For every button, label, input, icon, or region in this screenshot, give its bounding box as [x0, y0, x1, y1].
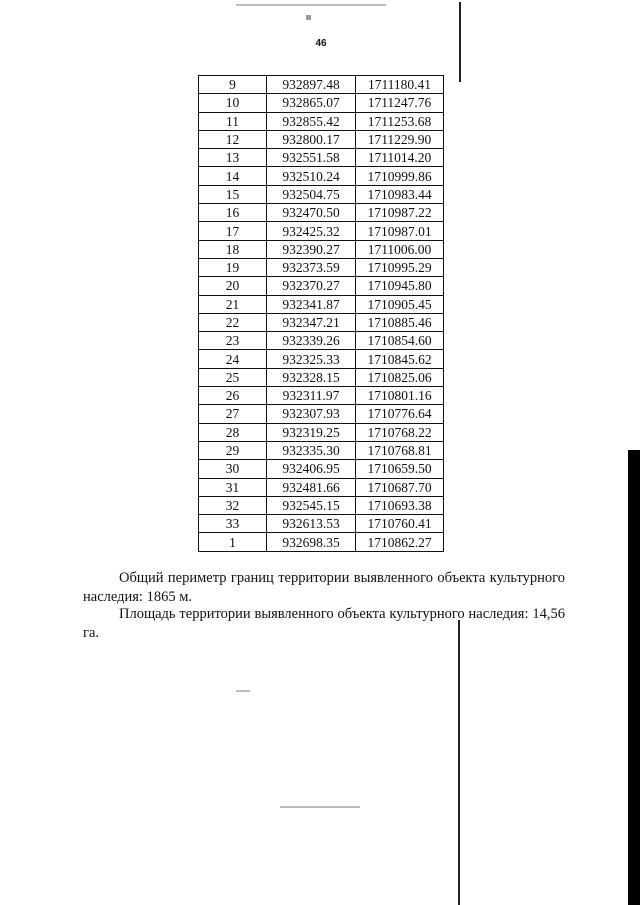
table-row [199, 368, 444, 386]
point-number-cell: 24 [199, 350, 267, 368]
y-coordinate-cell: 1710768.22 [356, 423, 444, 441]
table-row [199, 405, 444, 423]
point-number-cell: 33 [199, 515, 267, 533]
table-row [199, 441, 444, 459]
table-row [199, 515, 444, 533]
table-row [199, 185, 444, 203]
x-coordinate-cell: 932510.24 [267, 167, 356, 185]
y-coordinate-cell: 1711229.90 [356, 130, 444, 148]
x-coordinate-cell: 932897.48 [267, 76, 356, 94]
table-row [199, 460, 444, 478]
scan-dark-edge [628, 450, 640, 905]
y-coordinate-cell: 1710776.64 [356, 405, 444, 423]
table-row [199, 533, 444, 551]
scan-edge-line-top [459, 2, 461, 82]
y-coordinate-cell: 1710845.62 [356, 350, 444, 368]
area-text: Площадь территории выявленного объекта культурного наследия: 14,56 га. [83, 606, 565, 641]
x-coordinate-cell: 932481.66 [267, 478, 356, 496]
perimeter-text: Общий периметр границ территории выявленного объекта культурного наследия: 1865 м. [83, 570, 565, 605]
point-number-cell: 13 [199, 149, 267, 167]
y-coordinate-cell: 1710885.46 [356, 313, 444, 331]
x-coordinate-cell: 932551.58 [267, 149, 356, 167]
x-coordinate-cell: 932347.21 [267, 313, 356, 331]
point-number-cell: 26 [199, 387, 267, 405]
point-number-cell: 29 [199, 441, 267, 459]
x-coordinate-cell: 932373.59 [267, 258, 356, 276]
x-coordinate-cell: 932406.95 [267, 460, 356, 478]
scan-noise-top [236, 4, 386, 6]
table-row [199, 167, 444, 185]
point-number-cell: 14 [199, 167, 267, 185]
x-coordinate-cell: 932335.30 [267, 441, 356, 459]
x-coordinate-cell: 932325.33 [267, 350, 356, 368]
coordinates-table [198, 75, 444, 552]
point-number-cell: 20 [199, 277, 267, 295]
point-number-cell: 16 [199, 204, 267, 222]
x-coordinate-cell: 932307.93 [267, 405, 356, 423]
x-coordinate-cell: 932328.15 [267, 368, 356, 386]
area-paragraph [83, 605, 565, 643]
table-row [199, 222, 444, 240]
x-coordinate-cell: 932613.53 [267, 515, 356, 533]
x-coordinate-cell: 932341.87 [267, 295, 356, 313]
point-number-cell: 27 [199, 405, 267, 423]
x-coordinate-cell: 932370.27 [267, 277, 356, 295]
y-coordinate-cell: 1710983.44 [356, 185, 444, 203]
point-number-cell: 10 [199, 94, 267, 112]
point-number-cell: 19 [199, 258, 267, 276]
y-coordinate-cell: 1710659.50 [356, 460, 444, 478]
x-coordinate-cell: 932800.17 [267, 130, 356, 148]
table-row [199, 112, 444, 130]
x-coordinate-cell: 932319.25 [267, 423, 356, 441]
point-number-cell: 22 [199, 313, 267, 331]
y-coordinate-cell: 1710987.01 [356, 222, 444, 240]
x-coordinate-cell: 932504.75 [267, 185, 356, 203]
x-coordinate-cell: 932339.26 [267, 332, 356, 350]
x-coordinate-cell: 932425.32 [267, 222, 356, 240]
table-row [199, 350, 444, 368]
scan-noise-mark [306, 15, 311, 20]
coordinates-table-body [199, 76, 444, 552]
table-row [199, 387, 444, 405]
point-number-cell: 28 [199, 423, 267, 441]
x-coordinate-cell: 932855.42 [267, 112, 356, 130]
point-number-cell: 12 [199, 130, 267, 148]
point-number-cell: 15 [199, 185, 267, 203]
table-row [199, 295, 444, 313]
point-number-cell: 18 [199, 240, 267, 258]
point-number-cell: 1 [199, 533, 267, 551]
x-coordinate-cell: 932311.97 [267, 387, 356, 405]
table-row [199, 478, 444, 496]
table-row [199, 423, 444, 441]
y-coordinate-cell: 1710987.22 [356, 204, 444, 222]
scan-edge-line-lower [458, 620, 460, 905]
y-coordinate-cell: 1711253.68 [356, 112, 444, 130]
point-number-cell: 21 [199, 295, 267, 313]
y-coordinate-cell: 1710995.29 [356, 258, 444, 276]
table-row [199, 496, 444, 514]
y-coordinate-cell: 1710801.16 [356, 387, 444, 405]
point-number-cell: 11 [199, 112, 267, 130]
table-row [199, 313, 444, 331]
y-coordinate-cell: 1711006.00 [356, 240, 444, 258]
point-number-cell: 17 [199, 222, 267, 240]
x-coordinate-cell: 932470.50 [267, 204, 356, 222]
point-number-cell: 25 [199, 368, 267, 386]
point-number-cell: 23 [199, 332, 267, 350]
table-row [199, 76, 444, 94]
x-coordinate-cell: 932390.27 [267, 240, 356, 258]
y-coordinate-cell: 1711247.76 [356, 94, 444, 112]
y-coordinate-cell: 1710825.06 [356, 368, 444, 386]
x-coordinate-cell: 932865.07 [267, 94, 356, 112]
scan-noise-bottom [280, 806, 360, 808]
y-coordinate-cell: 1710693.38 [356, 496, 444, 514]
y-coordinate-cell: 1710945.80 [356, 277, 444, 295]
table-row [199, 258, 444, 276]
y-coordinate-cell: 1710905.45 [356, 295, 444, 313]
point-number-cell: 32 [199, 496, 267, 514]
y-coordinate-cell: 1710999.86 [356, 167, 444, 185]
point-number-cell: 30 [199, 460, 267, 478]
perimeter-paragraph [83, 569, 565, 607]
point-number-cell: 9 [199, 76, 267, 94]
table-row [199, 332, 444, 350]
y-coordinate-cell: 1710760.41 [356, 515, 444, 533]
page-number: 46 [315, 38, 327, 49]
x-coordinate-cell: 932545.15 [267, 496, 356, 514]
scan-noise-mid [236, 690, 250, 692]
x-coordinate-cell: 932698.35 [267, 533, 356, 551]
y-coordinate-cell: 1711014.20 [356, 149, 444, 167]
y-coordinate-cell: 1710687.70 [356, 478, 444, 496]
y-coordinate-cell: 1710854.60 [356, 332, 444, 350]
table-row [199, 130, 444, 148]
table-row [199, 240, 444, 258]
point-number-cell: 31 [199, 478, 267, 496]
table-row [199, 149, 444, 167]
table-row [199, 277, 444, 295]
table-row [199, 204, 444, 222]
y-coordinate-cell: 1710768.81 [356, 441, 444, 459]
y-coordinate-cell: 1711180.41 [356, 76, 444, 94]
y-coordinate-cell: 1710862.27 [356, 533, 444, 551]
table-row [199, 94, 444, 112]
